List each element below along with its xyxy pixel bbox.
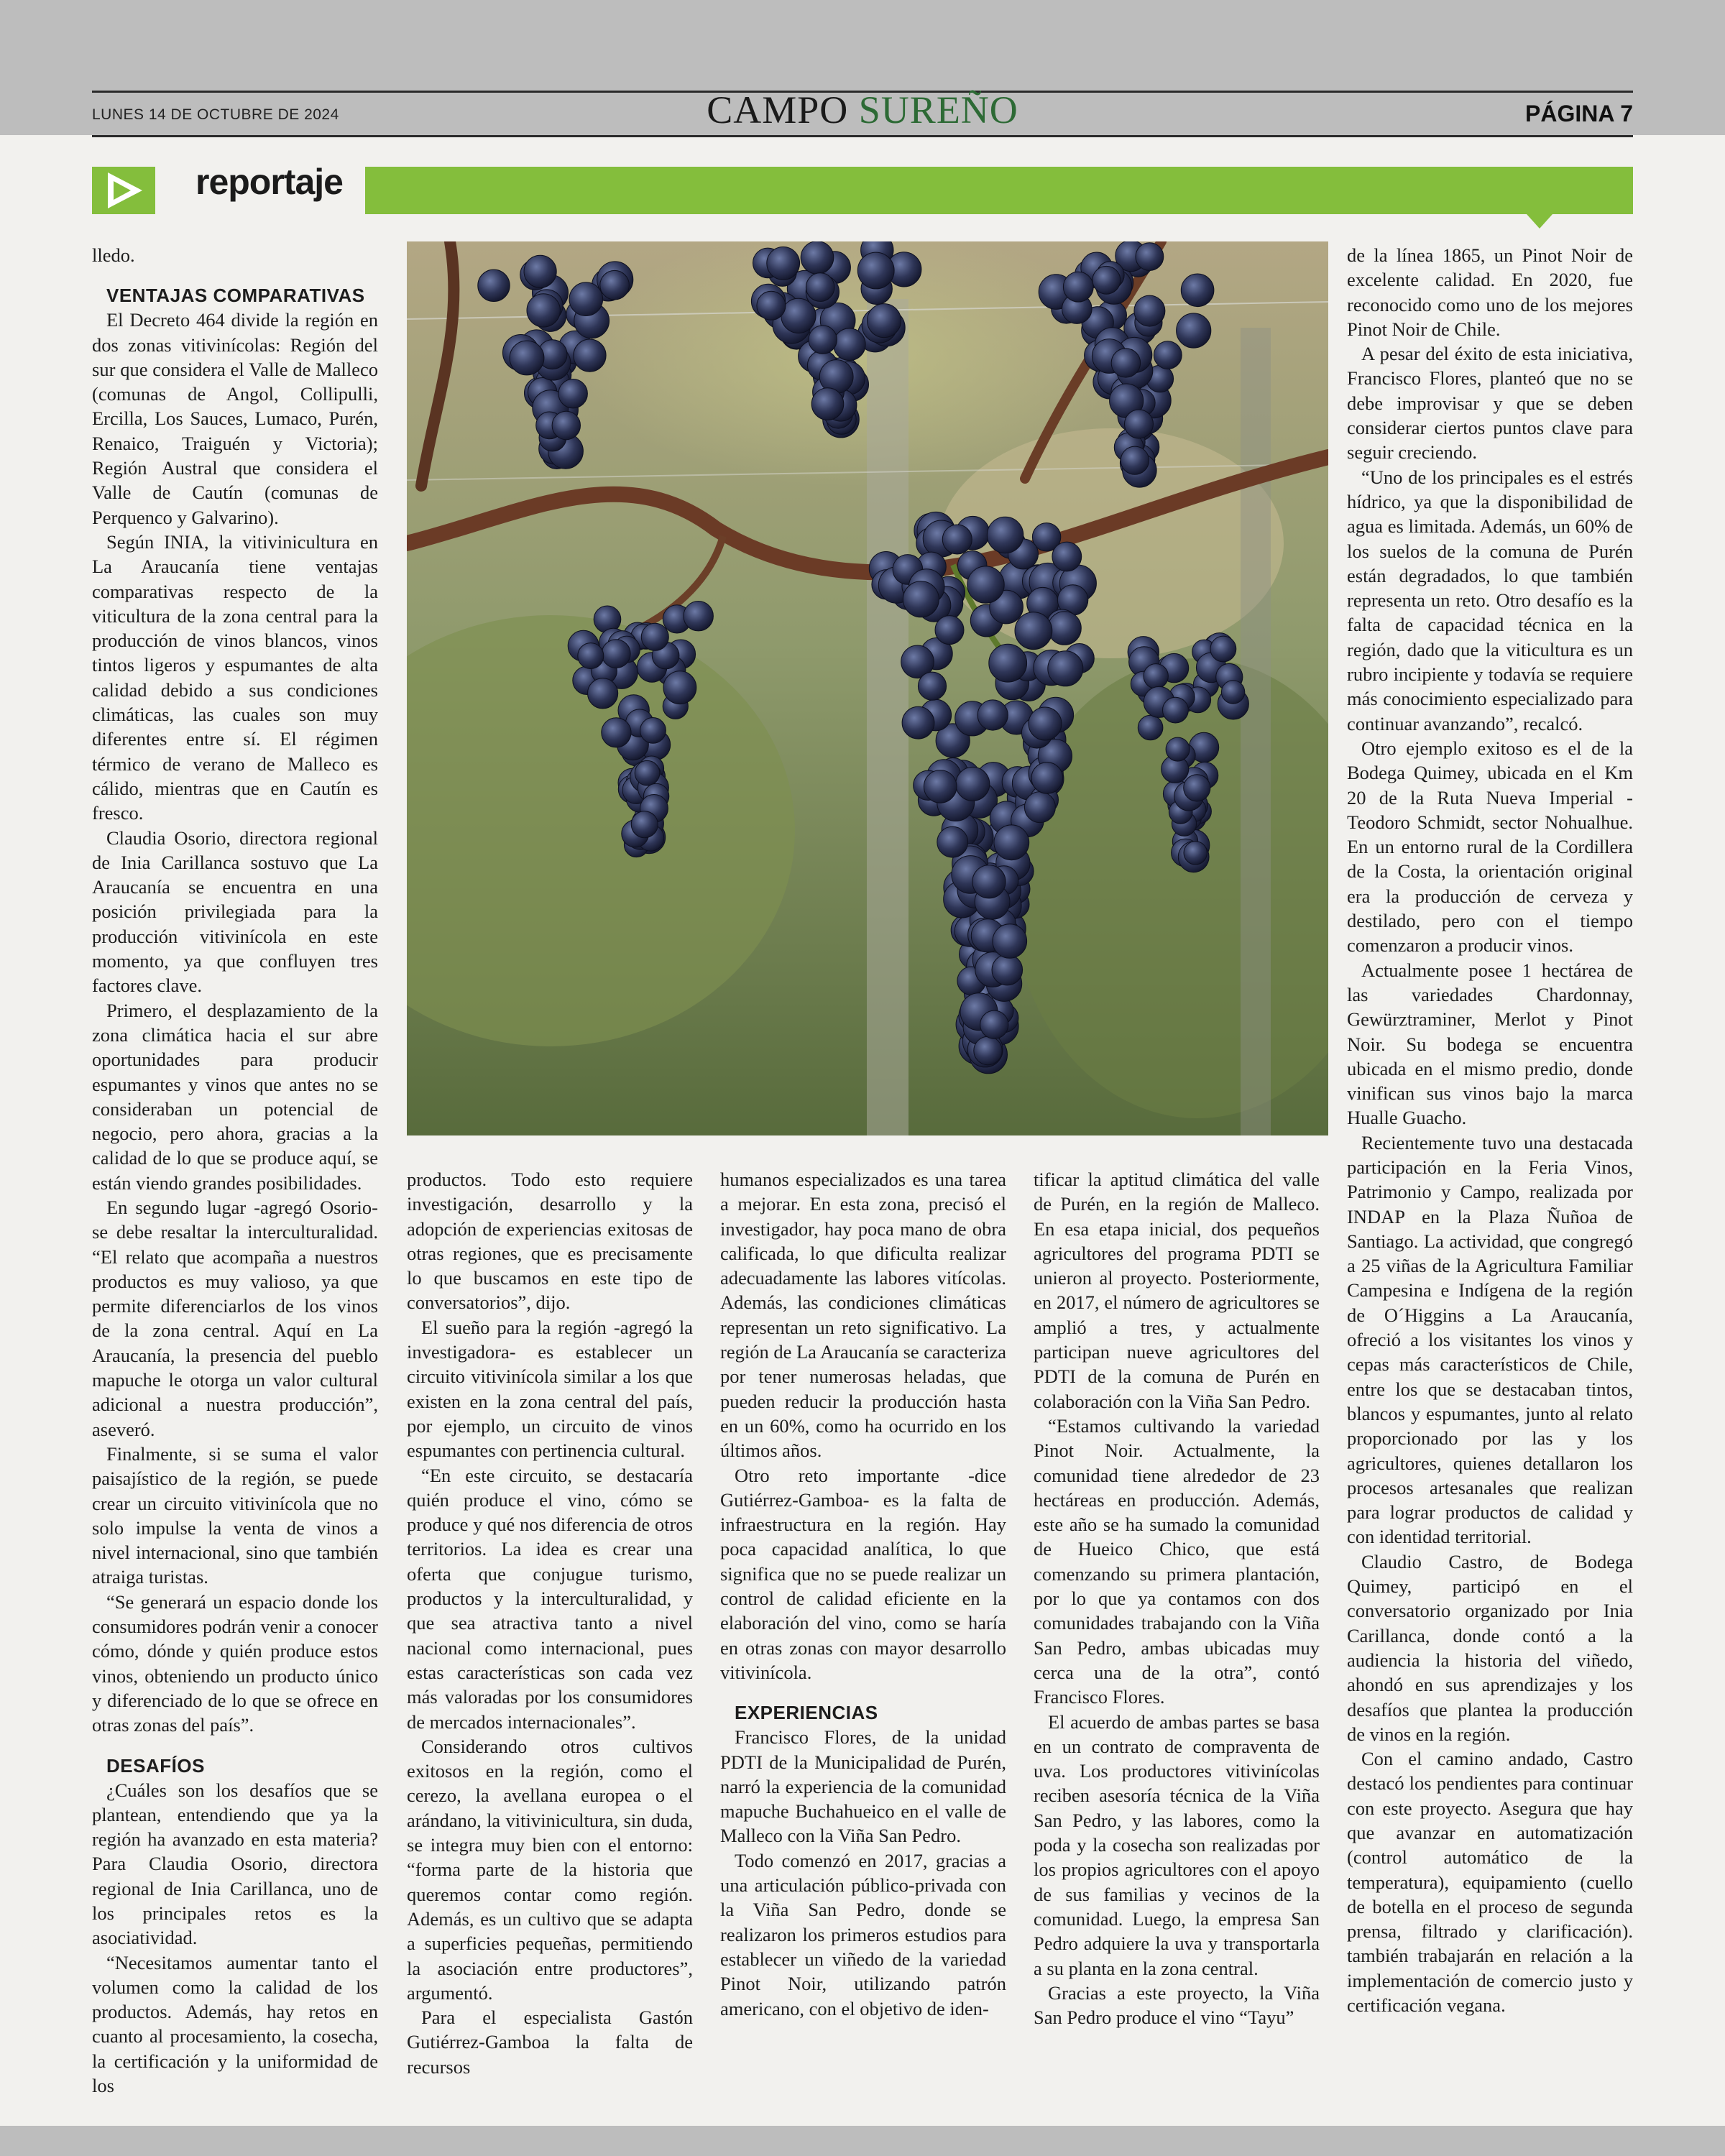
grape-cluster-image — [407, 241, 1328, 1135]
title-word-campo: CAMPO — [707, 88, 849, 132]
paragraph: Recientemente tuvo una destacada participación en la Feria Vinos, Patrimonio y Campo, realizada por INDAP en la Plaza Ñuñoa de Santiago. La actividad, que congregó a 25 viñas de la Agricultura Familiar Campesina e Indígena de la región de O´Higgins a La Araucanía, ofreció a los visitantes los vinos y cepas más característicos de Chile, entre los que se destacaban tintos, blancos y espumantes, junto al relato proporcionado por las y los agricultores, quienes detallaron los procesos artesanales que realizan para lograr productos de calidad y con identidad territorial. — [1347, 1131, 1633, 1548]
paragraph: El Decreto 464 divide la región en dos zonas vitivinícolas: Región del sur que considera el Valle de Malleco (comunas de Angol, Collipulli, Ercilla, Los Sauces, Lumaco, Purén, Renaico, Traiguén y Victoria); Región Austral que considera el Valle de Cautín (comunas de Perquenco y Galvarino). — [92, 309, 378, 528]
issue-date: LUNES 14 DE OCTUBRE DE 2024 — [92, 106, 339, 123]
grape-berry — [574, 339, 606, 372]
grape-berry — [1144, 664, 1168, 688]
paragraph: El acuerdo de ambas partes se basa en un contrato de compraventa de uva. Los productores vitivinícolas reciben asesoría técnica de la Viña San Pedro, y las labores, como la poda y la cosecha son realizadas por los propios agricultores con el apoyo de sus familias y vecinos de la comunidad. Luego, la empresa San Pedro adquiere la uva y transportarla a su planta en la zona central. — [1034, 1710, 1320, 1979]
grape-berry — [942, 525, 972, 554]
paragraph: Con el camino andado, Castro destacó los pendientes para continuar con este proyecto. Asegura que hay que avanzar en automatización (control automático de la temperatura), equipamiento (cuello de botella en el proceso de segunda prensa, filtrado y clarificación). también trabajarán en relación a la implementación de comercio justo y certificación vegana. — [1347, 1748, 1633, 2017]
grape-berry — [478, 270, 510, 301]
grape-berry — [967, 566, 1004, 603]
subheading-ventajas: VENTAJAS COMPARATIVAS — [106, 285, 365, 307]
paragraph: Todo comenzó en 2017, gracias a una articulación público-privada con la Viña San Pedro, donde se realizaron los primeros estudios para establecer un viñedo de la variedad Pinot Noir, utilizando patrón americano, con el objetivo de iden- — [720, 1849, 1006, 2019]
grape-berry — [569, 282, 603, 316]
grape-berry — [834, 328, 866, 361]
grape-photo-svg — [407, 241, 1328, 1135]
column-4 — [1034, 1167, 1320, 2030]
grape-berry — [811, 388, 844, 420]
paragraph: A pesar del éxito de esta iniciativa, Francisco Flores, planteó que no se debe improvisar y que se deben considerar ciertos puntos clave para seguir creciendo. — [1347, 343, 1633, 464]
grape-berry — [527, 294, 560, 327]
grape-berry — [510, 341, 544, 375]
paragraph: Según INIA, la vitivinicultura en La Araucanía tiene ventajas comparativas respecto de la viticultura de la zona central para la producción de vinos blancos, vinos tintos ligeros y espumantes de alta calidad debido a sus condiciones climáticas, las cuales son muy diferentes entre sí. El régimen térmico de verano de Malleco es cálido, mientras que en Cautín es fresco. — [92, 530, 378, 824]
section-band-notch — [1527, 214, 1552, 229]
grape-berry — [809, 326, 837, 354]
column-1 — [92, 243, 378, 2098]
paragraph: lledo. — [92, 244, 135, 266]
grape-berry — [1210, 636, 1236, 662]
grape-berry — [974, 1036, 1002, 1064]
grape-berry — [978, 700, 1008, 730]
page-number: PÁGINA 7 — [1525, 101, 1633, 126]
paragraph: “Necesitamos aumentar tanto el volumen como la calidad de los productos. Además, hay retos en cuanto al procesamiento, la cosecha, la certificación y la uniformidad de los — [92, 1951, 378, 2097]
section-label: reportaje — [196, 162, 343, 202]
grape-berry — [635, 760, 660, 786]
paragraph: Finalmente, si se suma el valor paisajístico de la región, se puede crear un circuito vitivinícola que no solo impulse la venta de vinos a nivel internacional, sino que también atraiga turistas. — [92, 1442, 378, 1588]
grape-berry — [902, 706, 934, 739]
grape-berry — [1177, 313, 1211, 348]
grape-berry — [1029, 707, 1062, 740]
grape-berry — [980, 1010, 1008, 1038]
subheading-desafios: DESAFÍOS — [106, 1754, 205, 1777]
grape-berry — [602, 718, 631, 747]
section-marker — [92, 167, 155, 214]
grape-berry — [1125, 410, 1154, 438]
grape-berry — [767, 247, 800, 280]
grape-berry — [558, 379, 587, 408]
grape-berry — [806, 273, 834, 302]
paragraph: “Se generará un espacio donde los consumidores podrán venir a conocer cómo, dónde y quién produce estos vinos, obteniendo un producto único y diferenciado de lo que se ofrece en otras zonas del país”. — [92, 1590, 378, 1736]
grape-berry — [1092, 266, 1121, 294]
grape-berry — [1111, 349, 1140, 377]
masthead-rule-bottom — [92, 135, 1633, 137]
grape-berry — [918, 672, 946, 700]
grape-berry — [801, 241, 834, 274]
grape-berry — [868, 304, 901, 338]
grape-berry — [903, 581, 939, 617]
paragraph: productos. Todo esto requiere investigación, desarrollo y la adopción de experiencias exitosas de otras regiones, que es precisamente lo que buscamos en este tipo de conversatorios”, dijo. — [407, 1169, 693, 1314]
column-3 — [720, 1167, 1006, 2021]
grape-berry — [1052, 542, 1082, 571]
paragraph: Otro ejemplo exitoso es el de la Bodega Quimey, ubicada en el Km 20 de la Ruta Nueva Imperial - Teodoro Schmidt, sector Nohualhue. En un entorno rural de la Cordillera de la Costa, la orientación original era la producción de cerveza y destilado, pero con el tiempo comenzaron a producir vinos. — [1347, 737, 1633, 957]
grape-berry — [972, 865, 1006, 898]
paragraph: Primero, el desplazamiento de la zona climática hacia el sur abre oportunidades para producir espumantes y vinos que antes no se consideraban un potencial de negocio, pero ahora, gracias a la calidad de lo que se produce aquí, se están viendo grandes posibilidades. — [92, 999, 378, 1194]
paragraph: Claudio Castro, de Bodega Quimey, participó en el conversatorio organizado por Inia Carillanca, donde contó a la audiencia la historia del viñedo, ahondó en sus aprendizajes y los desafíos que plantea la producción de vinos en la región. — [1347, 1550, 1633, 1745]
grape-berry — [1031, 763, 1063, 794]
paragraph: Para el especialista Gastón Gutiérrez-Gamboa la falta de recursos — [407, 2007, 693, 2078]
paragraph: Considerando otros cultivos exitosos en la región, como el cerezo, la avellana europea o el arándano, la vitivinicultura, sin duda, se integra muy bien con el entorno: “forma parte de la historia que queremos contar como región. Además, es un cultivo que se adapta a superficies pequeñas, permitiendo la asociación entre productores”, argumentó. — [407, 1735, 693, 2004]
grape-berry — [524, 255, 556, 287]
grape-berry — [641, 623, 668, 650]
grape-berry — [992, 954, 1023, 985]
grape-berry — [1024, 792, 1055, 823]
grape-berry — [631, 811, 658, 838]
grape-berry — [994, 825, 1029, 860]
paragraph: Gracias a este proyecto, la Viña San Pedro produce el vino “Tayu” — [1034, 1981, 1320, 2029]
grape-berry — [857, 252, 894, 289]
section-band — [365, 167, 1633, 214]
grape-berry — [600, 270, 630, 300]
grape-berry — [1138, 715, 1163, 740]
paragraph: “En este circuito, se destacaría quién produce el vino, cómo se produce y qué nos diferencia de otros territorios. La idea es crear una oferta que conjugue turismo, productos y la interculturalidad, y que sea atractiva tanto a nivel nacional como internacional, pues estas características son cada vez más valoradas por los consumidores de mercados internacionales”. — [407, 1464, 693, 1733]
grape-berry — [993, 924, 1027, 959]
bottom-margin-band — [0, 2126, 1725, 2156]
paragraph: Otro reto importante -dice Gutiérrez-Gamboa- es la falta de infraestructura en la región. Hay poca capacidad analítica, lo que significa que no se puede realizar un control de calidad eficiente en la elaboración del vino, como se haría en otras zonas con mayor desarrollo vitivinícola. — [720, 1464, 1006, 1683]
grape-berry — [1063, 272, 1093, 302]
grape-berry — [1134, 295, 1165, 326]
grape-berry — [684, 602, 713, 631]
grape-berry — [1163, 697, 1189, 723]
grape-berry — [1015, 612, 1052, 650]
subheading-experiencias: EXPERIENCIAS — [735, 1702, 878, 1724]
grape-berry — [552, 411, 580, 439]
title-word-sureno: SUREÑO — [858, 88, 1018, 132]
paragraph: Claudia Osorio, directora regional de Inia Carillanca sostuvo que La Araucanía se encuentra en una posición privilegiada para la producción vitivinícola en este momento, ya que confluyen tres factores clave. — [92, 826, 378, 997]
grape-berry — [937, 826, 968, 857]
grape-berry — [640, 718, 666, 744]
paragraph: ¿Cuáles son los desafíos que se plantean, entendiendo que ya la región ha avanzado en esta materia? Para Claudia Osorio, directora regional de Inia Carillanca, uno de los principales retos es la asociatividad. — [92, 1779, 378, 1949]
grape-berry — [1184, 842, 1207, 865]
grape-berry — [602, 640, 630, 668]
column-2 — [407, 1167, 693, 2079]
grape-berry — [1166, 737, 1190, 761]
grape-berry — [588, 678, 618, 709]
paragraph: El sueño para la región -agregó la investigadora- es establecer un circuito vitivinícola similar a los que existen en la zona central del país, por ejemplo, un circuito de vinos espumantes con pertinencia cultural. — [407, 1316, 693, 1462]
grape-berry — [578, 643, 604, 669]
column-5 — [1347, 243, 1633, 2017]
grape-berry — [935, 616, 964, 645]
paragraph: “Estamos cultivando la variedad Pinot Noir. Actualmente, la comunidad tiene alrededor de 23 hectáreas en producción. Además, este año se ha sumado la comunidad de Hueico Chico, que está comenzando su primera plantación, por lo que ya contamos con dos comunidades trabajando con la Viña San Pedro, ambas ubicadas muy cerca una de la otra”, contó Francisco Flores. — [1034, 1414, 1320, 1708]
grape-berry — [663, 671, 696, 704]
play-arrow-icon — [92, 167, 155, 214]
grape-berry — [757, 291, 786, 320]
paragraph: Actualmente posee 1 hectárea de las variedades Chardonnay, Gewürztraminer, Merlot y Pinot Noir. Su bodega se encuentra ubicada en el mismo predio, donde vinifican sus vinos bajo la marca Hualle Guacho. — [1347, 959, 1633, 1129]
grape-berry — [1154, 341, 1182, 369]
grape-berry — [1136, 243, 1164, 271]
grape-berry — [1048, 612, 1081, 645]
grape-berry — [987, 517, 1023, 553]
grape-berry — [1121, 446, 1149, 474]
paragraph: En segundo lugar -agregó Osorio- se debe resaltar la interculturalidad. “El relato que acompaña a nuestros productos es muy valioso, ya que permite diferenciarlos de los vinos de la zona central. Aquí en La Araucanía, la presencia del pueblo mapuche le otorga un valor cultural adicional a nuestra producción”, aseveró. — [92, 1196, 378, 1440]
paragraph: “Uno de los principales es el estrés hídrico, ya que la disponibilidad de agua es limitada. Además, un 60% de los suelos de la comuna de Purén están degradados, lo que también representa un reto. Otro desafío es la falta de capacidad técnica en la región, dado que la viticultura es un rubro incipiente y todavía se requiere más conocimiento especializado para continuar avanzando”, recalcó. — [1347, 466, 1633, 734]
grape-berry — [989, 644, 1027, 682]
grape-berry — [924, 770, 957, 803]
paragraph: humanos especializados es una tarea a mejorar. En esta zona, precisó el investigador, hay poca mano de obra calificada, lo que dificulta realizar adecuadamente las labores vitícolas. Además, las condiciones climáticas representan un reto significativo. La región de La Araucanía se caracteriza por tener numerosas heladas, que pueden reducir la producción hasta en un 60%, como ha ocurrido en los últimos años. — [720, 1169, 1006, 1462]
grape-berry — [1048, 651, 1083, 686]
grape-berry — [1184, 775, 1210, 801]
grape-berry — [956, 767, 990, 801]
paragraph: tificar la aptitud climática del valle de Purén, en la región de Malleco. En esa etapa inicial, dos pequeños agricultores del programa PDTI se unieron al proyecto. Posteriormente, en 2017, el número de agricultores se amplió a tres, y actualmente participan nueve agricultores del PDTI de la comuna de Purén en colaboración con la Viña San Pedro. — [1034, 1169, 1320, 1412]
paragraph: Francisco Flores, de la unidad PDTI de la Municipalidad de Purén, narró la experiencia de la comunidad mapuche Buchahueico en el valle de Malleco con la Viña San Pedro. — [720, 1726, 1006, 1847]
paragraph: de la línea 1865, un Pinot Noir de excelente calidad. En 2020, fue reconocido como uno de los mejores Pinot Noir de Chile. — [1347, 244, 1633, 340]
newspaper-title — [0, 88, 1725, 132]
grape-berry — [1181, 274, 1214, 307]
grape-berry — [1221, 681, 1244, 704]
